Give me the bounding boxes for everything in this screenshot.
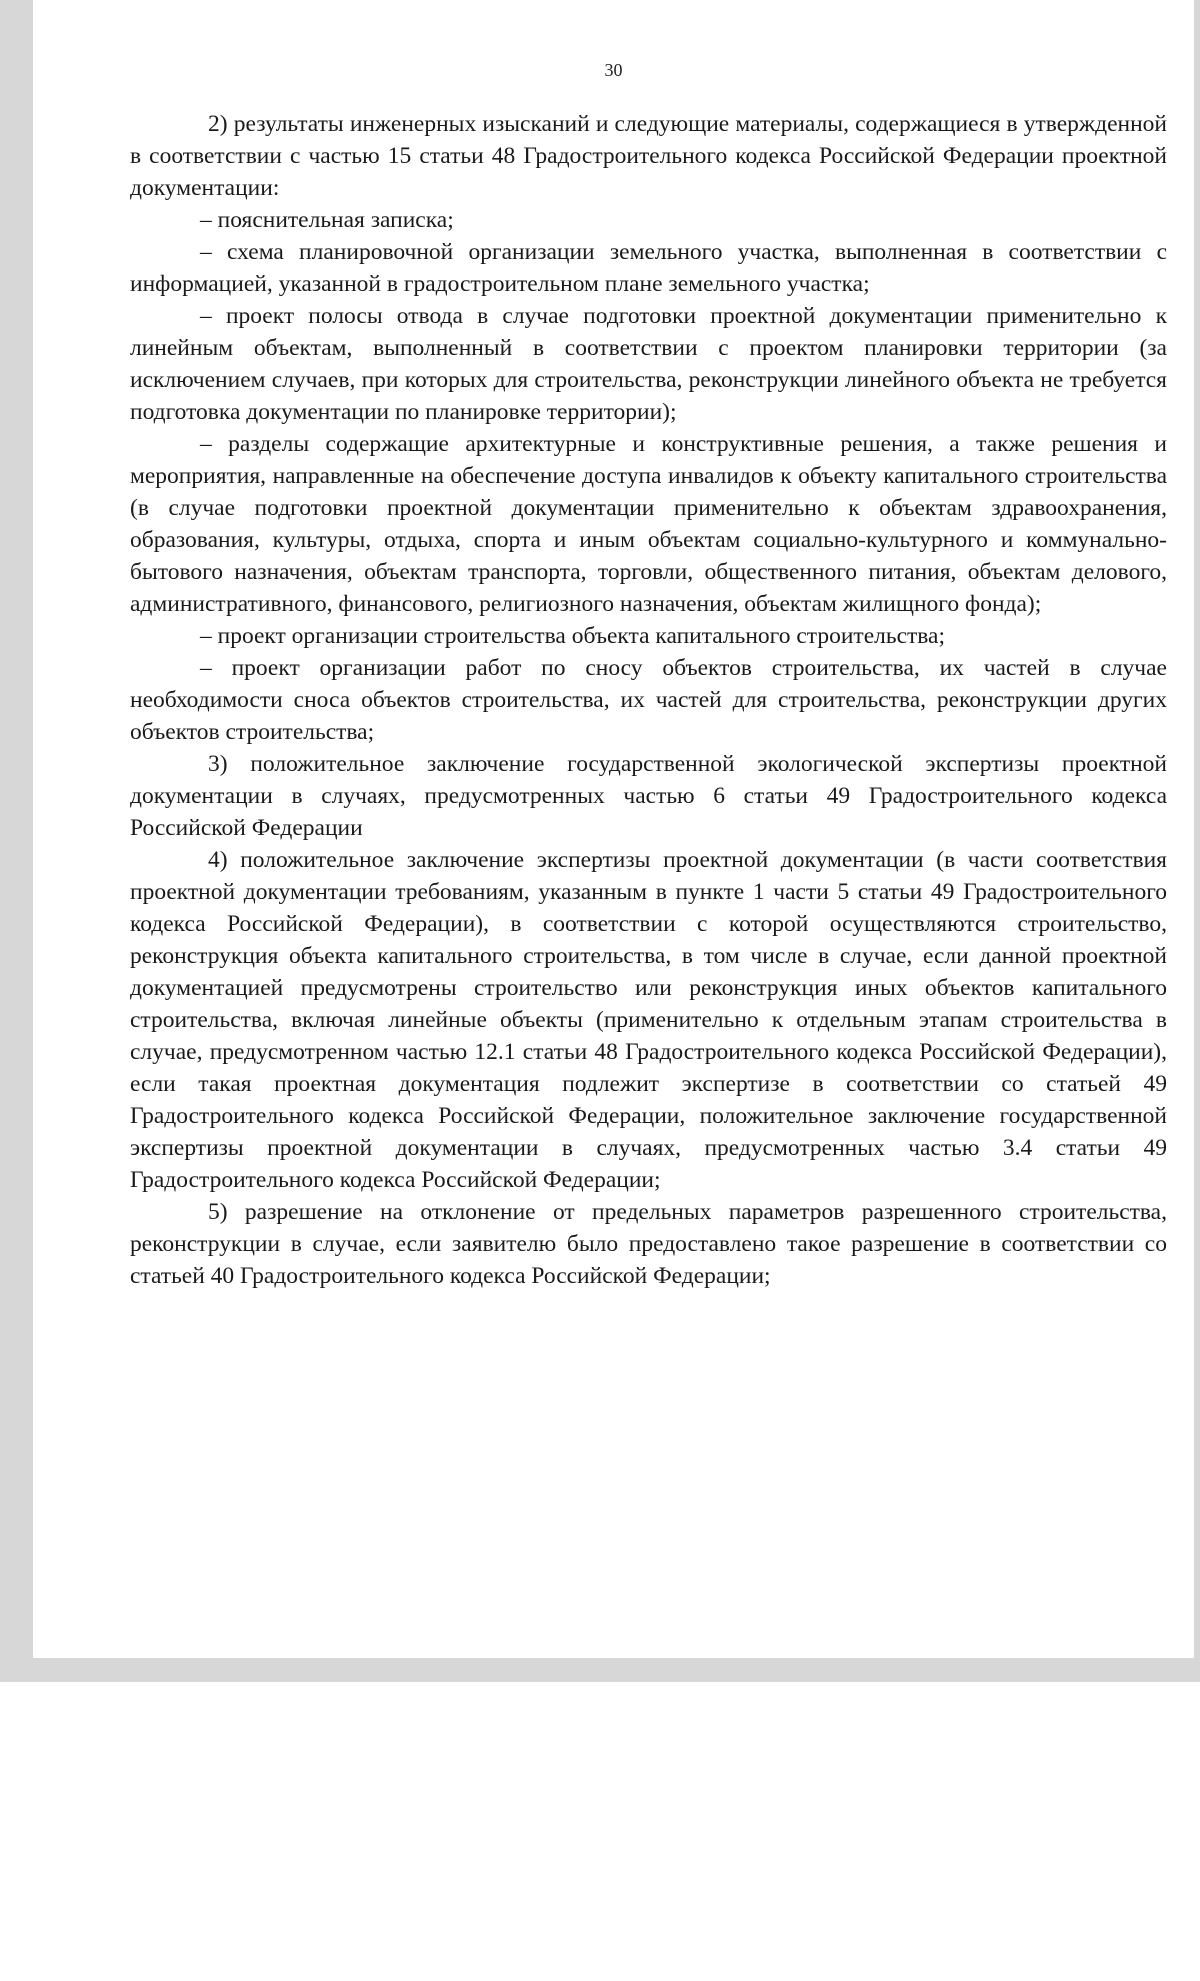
document-page	[33, 0, 1194, 1658]
paragraph-item-4: 4) положительное заключение экспертизы проектной документации (в части соответствия проектной документации требованиям, указанным в пункте 1 части 5 статьи 49 Градостроительного кодекса Российской Федерации), в соответствии с которой осуществляются строительство, реконструкция объекта капитального строительства, в том числе в случае, если данной проектной документацией предусмотрены строительство или реконструкция иных объектов капитального строительства, включая линейные объекты (применительно к отдельным этапам строительства в случае, предусмотренном частью 12.1 статьи 48 Градостроительного кодекса Российской Федерации), если такая проектная документация подлежит экспертизе в соответствии со статьей 49 Градостроительного кодекса Российской Федерации, положительное заключение государственной экспертизы проектной документации в случаях, предусмотренных частью 3.4 статьи 49 Градостроительного кодекса Российской Федерации;	[130, 847, 1167, 1193]
list-item-architectural-sections: – разделы содержащие архитектурные и конструктивные решения, а также решения и мероприятия, направленные на обеспечение доступа инвалидов к объекту капитального строительства (в случае подготовки проектной документации применительно к объектам здравоохранения, образования, культуры, отдыха, спорта и иным объектам социально-культурного и коммунально-бытового назначения, объектам транспорта, торговли, общественного питания, объектам делового, административного, финансового, религиозного назначения, объектам жилищного фонда);	[130, 431, 1167, 617]
page-number: 30	[604, 60, 623, 80]
list-item-explanatory-note: – пояснительная записка;	[200, 207, 454, 233]
list-item-right-of-way-project: – проект полосы отвода в случае подготовки проектной документации применительно к линейным объектам, выполненный в соответствии с проектом планировки территории (за исключением случаев, при которых для строительства, реконструкции линейного объекта не требуется подготовка документации по планировке территории);	[130, 303, 1167, 425]
paragraph-item-5: 5) разрешение на отклонение от предельных параметров разрешенного строительства, реконструкции в случае, если заявителю было предоставлено такое разрешение в соответствии со статьей 40 Градостроительного кодекса Российской Федерации;	[130, 1199, 1167, 1289]
paragraph-item-3: 3) положительное заключение государственной экологической экспертизы проектной документации в случаях, предусмотренных частью 6 статьи 49 Градостроительного кодекса Российской Федерации	[130, 751, 1167, 841]
list-item-demolition-project: – проект организации работ по сносу объектов строительства, их частей в случае необходимости сноса объектов строительства, их частей для строительства, реконструкции других объектов строительства;	[130, 655, 1167, 745]
list-item-site-plan-scheme: – схема планировочной организации земельного участка, выполненная в соответствии с информацией, указанной в градостроительном плане земельного участка;	[130, 239, 1167, 297]
list-item-construction-organization: – проект организации строительства объекта капитального строительства;	[200, 623, 946, 649]
document-body	[130, 108, 1167, 1292]
paragraph-item-2: 2) результаты инженерных изысканий и следующие материалы, содержащиеся в утвержденной в соответствии с частью 15 статьи 48 Градостроительного кодекса Российской Федерации проектной документации:	[130, 111, 1167, 201]
